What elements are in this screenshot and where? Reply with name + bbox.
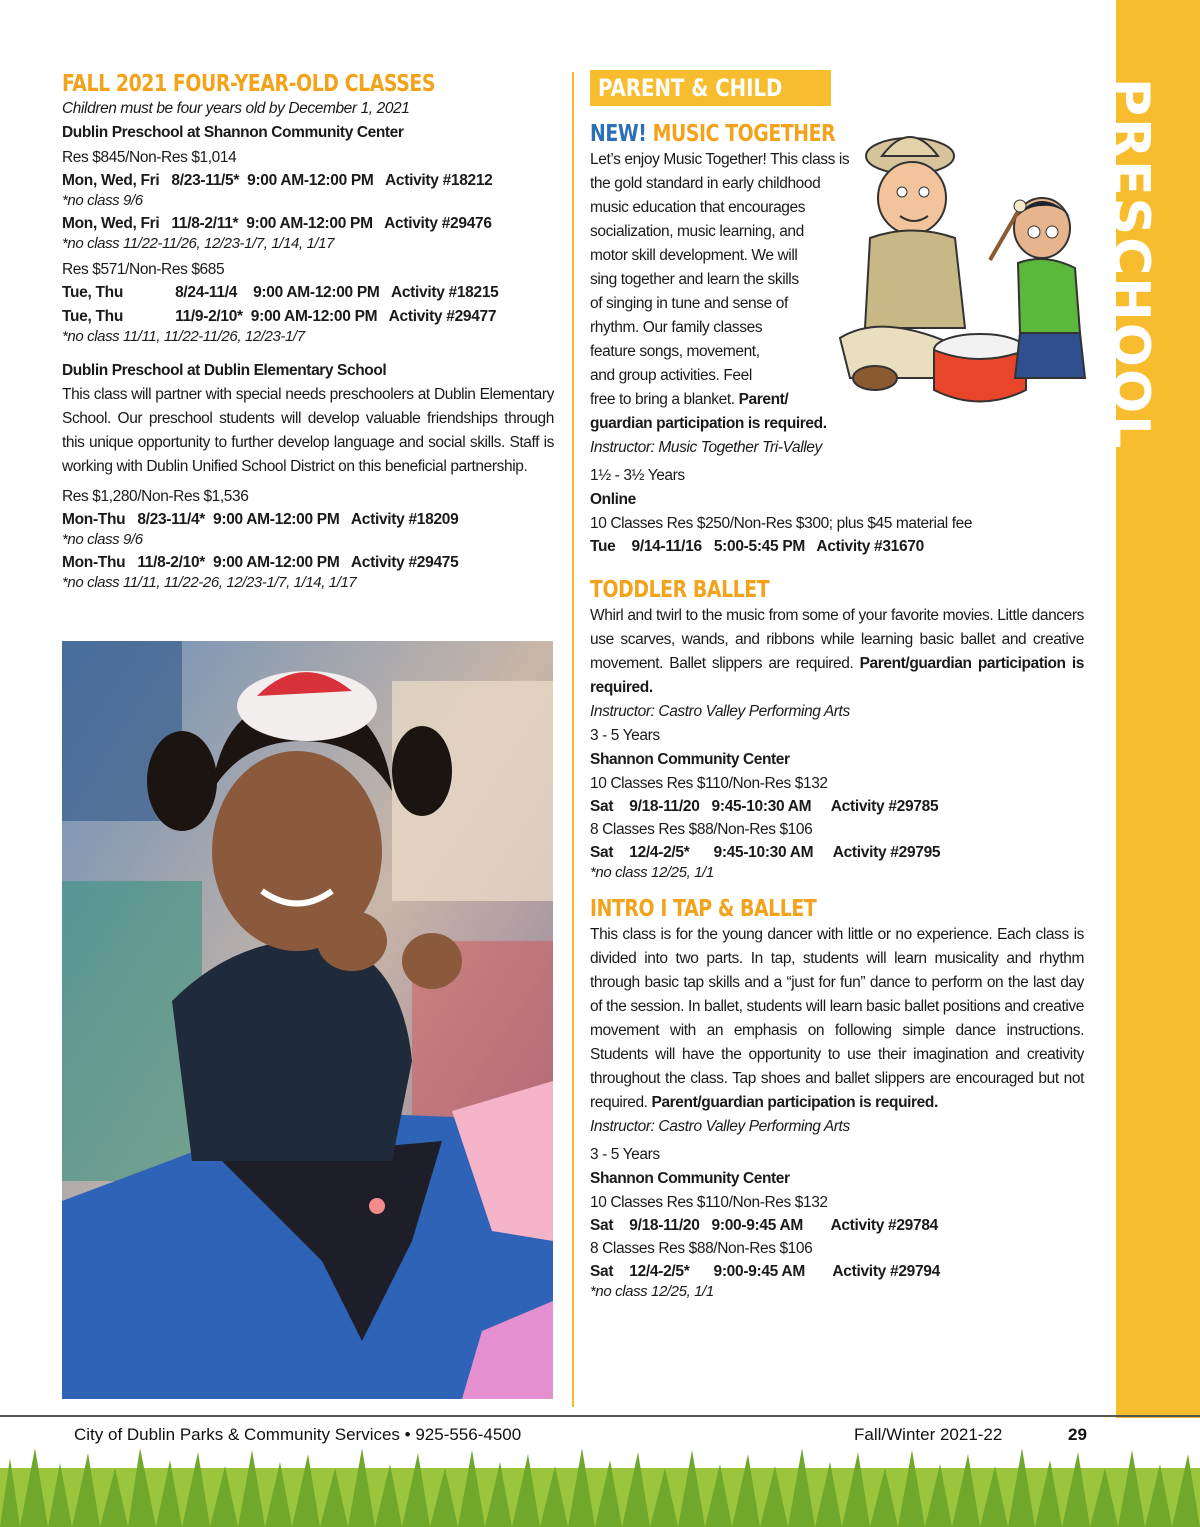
price-line: 10 Classes Res $110/Non-Res $132 [590,775,828,792]
price-line: 10 Classes Res $250/Non-Res $300; plus $45 material fee [590,515,973,532]
section-subheading: Children must be four years old by December 1, 2021 [62,100,410,117]
location-title: Dublin Preschool at Dublin Elementary School [62,362,387,379]
schedule-row: Mon, Wed, Fri 11/8-2/11* 9:00 AM-12:00 PM Activity #29476 [62,215,492,232]
schedule-row: Tue, Thu 8/24-11/4 9:00 AM-12:00 PM Activity #18215 [62,284,499,301]
instructor: Instructor: Music Together Tri-Valley [590,439,822,456]
class-title: TODDLER BALLET [590,577,770,603]
schedule-note: *no class 11/22-11/26, 12/23-1/7, 1/14, 1/17 [62,235,335,252]
schedule-row: Mon-Thu 8/23-11/4* 9:00 AM-12:00 PM Activity #18209 [62,511,459,528]
location: Shannon Community Center [590,751,790,768]
child-craft-photo [62,641,553,1399]
class-description: This class will partner with special needs preschoolers at Dublin Elementary School. Our preschool students will develop valuable friendships through this unique opportunity to further develop language and social skills. Staff is working with Dublin Unified School District on this beneficial partnership. [62,386,554,475]
price-line: 8 Classes Res $88/Non-Res $106 [590,821,813,838]
section-tab-label: PRESCHOOL [1100,78,1160,451]
price-line: 8 Classes Res $88/Non-Res $106 [590,1240,813,1257]
age-range: 3 - 5 Years [590,727,660,744]
schedule-note: *no class 9/6 [62,192,143,209]
schedule-row: Mon, Wed, Fri 8/23-11/5* 9:00 AM-12:00 PM Activity #18212 [62,172,493,189]
parent-child-banner: PARENT & CHILD [590,70,831,106]
schedule-row: Sat 9/18-11/20 9:00-9:45 AM Activity #29784 [590,1217,938,1234]
music-cartoon-illustration [830,128,1090,410]
schedule-row: Sat 12/4-2/5* 9:45-10:30 AM Activity #29795 [590,844,941,861]
page-number: 29 [1068,1425,1087,1444]
class-description: This class is for the young dancer with little or no experience. Each class is divided into two parts. In tap, students will learn musicality and rhythm through basic tap skills and a “just for fun” dance to perform on the last day of the session. In ballet, students will learn basic ballet positions and creative movement with an emphasis on following simple dance instructions. Students will have the opportunity to use their imagination and creativity throughout the class. Tap shoes and ballet slippers are encouraged but not required. Parent/guardian participation is required. [590,926,1084,1111]
age-range: 3 - 5 Years [590,1146,660,1163]
schedule-note: *no class 9/6 [62,531,143,548]
schedule-row: Sat 9/18-11/20 9:45-10:30 AM Activity #29785 [590,798,939,815]
schedule-note: *no class 12/25, 1/1 [590,1283,714,1300]
location-title: Dublin Preschool at Shannon Community Center [62,124,404,141]
location: Shannon Community Center [590,1170,790,1187]
price-line: Res $571/Non-Res $685 [62,261,225,278]
price-line: Res $845/Non-Res $1,014 [62,149,237,166]
location: Online [590,491,636,508]
class-title: INTRO I TAP & BALLET [590,896,817,922]
age-range: 1½ - 3½ Years [590,467,685,484]
schedule-note: *no class 12/25, 1/1 [590,864,714,881]
footer-rule [0,1415,1200,1417]
footer-season: Fall/Winter 2021-22 [854,1425,1003,1444]
class-title: MUSIC TOGETHER [652,121,836,147]
section-heading: FALL 2021 FOUR-YEAR-OLD CLASSES [62,71,436,97]
price-line: Res $1,280/Non-Res $1,536 [62,488,249,505]
column-divider [572,72,574,1407]
class-description: Let’s enjoy Music Together! This class is the gold standard in early childhood music education that encourages socialization, music learning, and motor skill development. We will sing together and learn the skills of singing in tune and sense of rhythm. Our family classes feature songs, movement, and group activities. Feel free to bring a blanket. Parent/ guardian participation is required. [590,151,850,432]
instructor: Instructor: Castro Valley Performing Arts [590,703,850,720]
instructor: Instructor: Castro Valley Performing Arts [590,1118,850,1135]
footer-org: City of Dublin Parks & Community Services • 925-556-4500 [74,1425,522,1444]
new-label: NEW! [590,121,647,147]
schedule-row: Tue, Thu 11/9-2/10* 9:00 AM-12:00 PM Activity #29477 [62,308,497,325]
schedule-note: *no class 11/11, 11/22-26, 12/23-1/7, 1/14, 1/17 [62,574,357,591]
schedule-row: Mon-Thu 11/8-2/10* 9:00 AM-12:00 PM Activity #29475 [62,554,459,571]
schedule-row: Tue 9/14-11/16 5:00-5:45 PM Activity #31670 [590,538,924,555]
grass-decoration [0,1448,1200,1527]
schedule-note: *no class 11/11, 11/22-11/26, 12/23-1/7 [62,328,305,345]
class-description: Whirl and twirl to the music from some of your favorite movies. Little dancers use scarves, wands, and ribbons while learning basic ballet and creative movement. Ballet slippers are required. Parent/guardian participation is required. [590,607,1084,696]
schedule-row: Sat 12/4-2/5* 9:00-9:45 AM Activity #29794 [590,1263,940,1280]
price-line: 10 Classes Res $110/Non-Res $132 [590,1194,828,1211]
left-column [62,70,554,591]
